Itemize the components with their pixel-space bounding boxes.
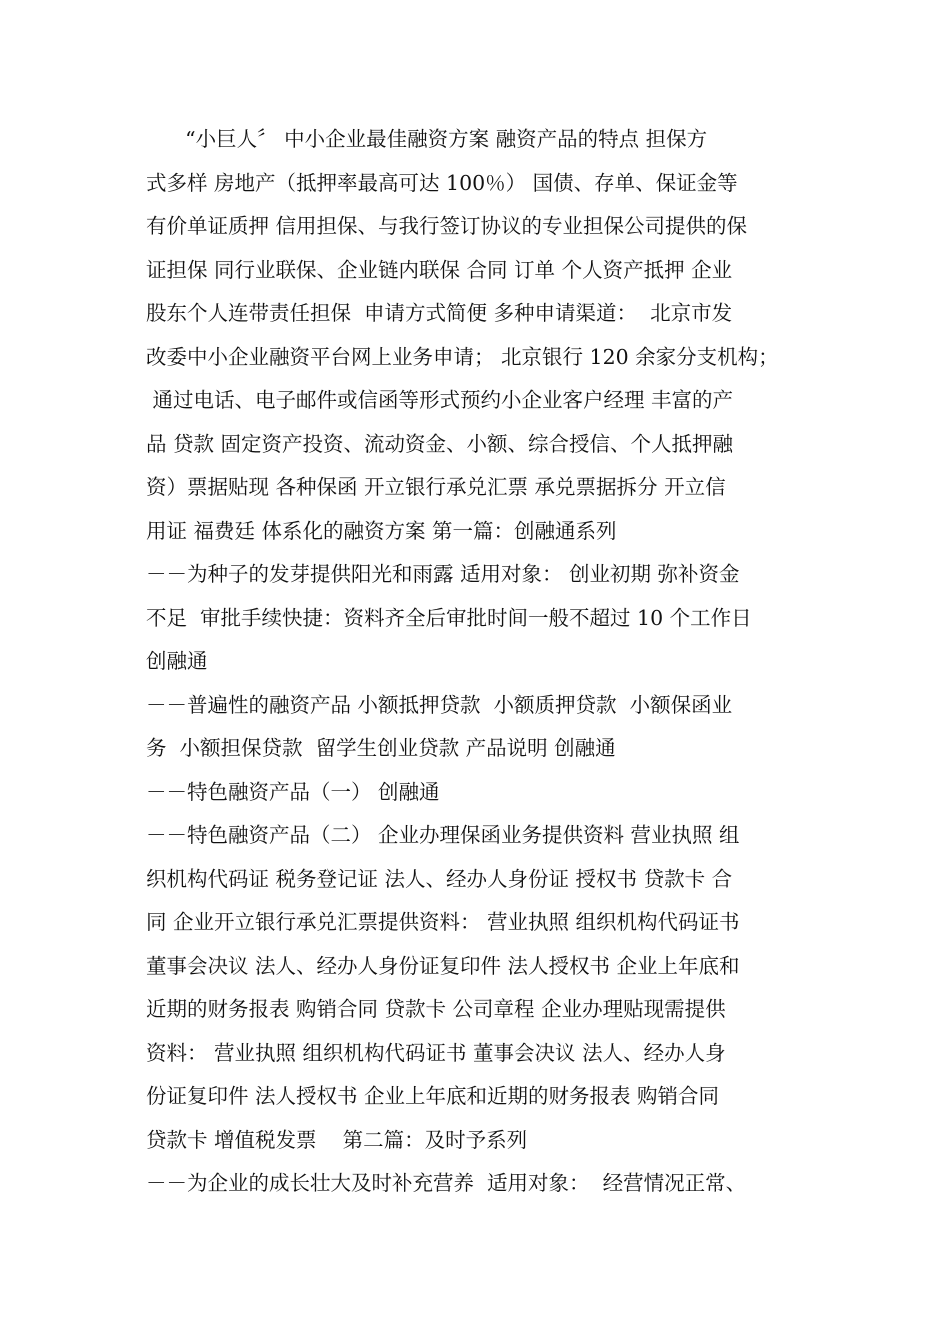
text-line: 证担保 同行业联保、企业链内联保 合同 订单 个人资产抵押 企业 <box>146 257 733 282</box>
text-line: 近期的财务报表 购销合同 贷款卡 公司章程 企业办理贴现需提供 <box>146 997 726 1021</box>
text-line: 式多样 房地产（抵押率最高可达 100％） 国债、存单、保证金等 <box>146 170 738 195</box>
text-line: －－特色融资产品（二） 企业办理保函业务提供资料 营业执照 组 <box>146 823 740 847</box>
text-line: 有价单证质押 信用担保、与我行签订协议的专业担保公司提供的保 <box>146 214 748 238</box>
text-line: －－为种子的发芽提供阳光和雨露 适用对象： 创业初期 弥补资金 <box>146 562 740 586</box>
text-line: 通过电话、电子邮件或信函等形式预约小企业客户经理 丰富的产 <box>146 388 734 412</box>
text-line: 同 企业开立银行承兑汇票提供资料： 营业执照 组织机构代码证书 <box>146 910 740 934</box>
text-line: “小巨人〞 中小企业最佳融资方案 融资产品的特点 担保方 <box>146 127 708 151</box>
text-line: 董事会决议 法人、经办人身份证复印件 法人授权书 企业上年底和 <box>146 953 740 978</box>
text-line: 务 小额担保贷款 留学生创业贷款 产品说明 创融通 <box>146 736 616 760</box>
text-line: 用证 福费廷 体系化的融资方案 第一篇：创融通系列 <box>146 518 617 543</box>
text-line: －－为企业的成长壮大及时补充营养 适用对象： 经营情况正常、 <box>146 1171 747 1195</box>
text-line: 贷款卡 增值税发票 第二篇：及时予系列 <box>146 1127 528 1152</box>
text-line: 织机构代码证 税务登记证 法人、经办人身份证 授权书 贷款卡 合 <box>146 866 733 891</box>
text-line: －－特色融资产品（一） 创融通 <box>146 779 440 804</box>
text-line: 改委中小企业融资平台网上业务申请； 北京银行 120 余家分支机构； <box>146 344 779 369</box>
text-line: 品 贷款 固定资产投资、流动资金、小额、综合授信、个人抵押融 <box>146 431 734 456</box>
text-line: 创融通 <box>146 649 208 673</box>
text-line: 股东个人连带责任担保 申请方式简便 多种申请渠道： 北京市发 <box>146 301 733 325</box>
body-text <box>146 118 826 1206</box>
text-line: －－普遍性的融资产品 小额抵押贷款 小额质押贷款 小额保函业 <box>146 692 733 717</box>
text-line: 份证复印件 法人授权书 企业上年底和近期的财务报表 购销合同 <box>146 1084 720 1108</box>
text-line: 资料： 营业执照 组织机构代码证书 董事会决议 法人、经办人身 <box>146 1040 726 1065</box>
text-line: 资）票据贴现 各种保函 开立银行承兑汇票 承兑票据拆分 开立信 <box>146 475 726 499</box>
text-line: 不足 审批手续快捷：资料齐全后审批时间一般不超过 10 个工作日 <box>146 605 752 630</box>
